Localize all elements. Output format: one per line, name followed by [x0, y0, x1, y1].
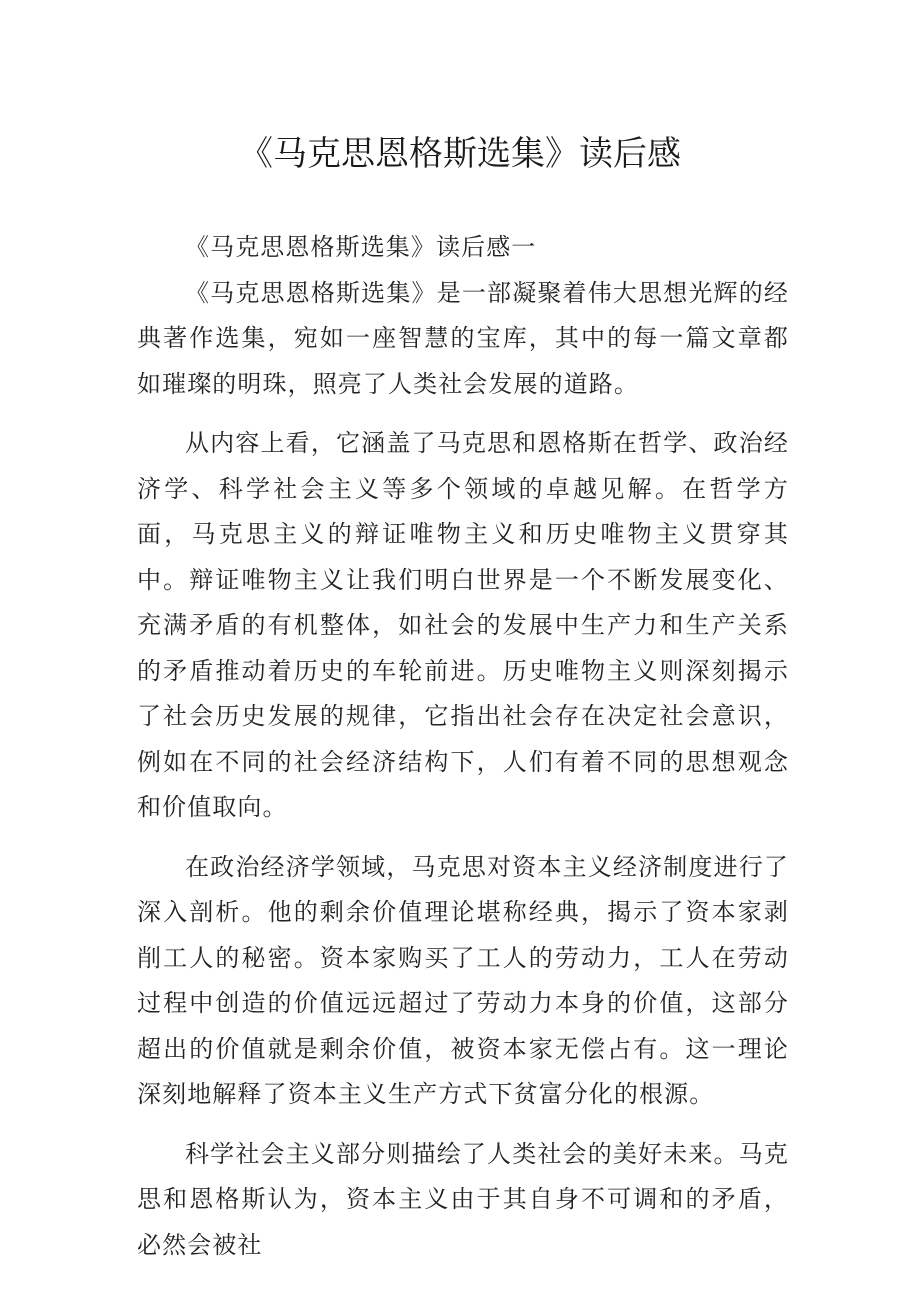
- document-body: [137, 225, 789, 1268]
- body-paragraph: 在政治经济学领域，马克思对资本主义经济制度进行了深入剖析。他的剩余价值理论堪称经典，揭示了资本家剥削工人的秘密。资本家购买了工人的劳动力，工人在劳动过程中创造的价值远远超过了劳动力本身的价值，这部分超出的价值就是剩余价值，被资本家无偿占有。这一理论深刻地解释了资本主义生产方式下贫富分化的根源。: [137, 852, 789, 1108]
- body-paragraph: 从内容上看，它涵盖了马克思和恩格斯在哲学、政治经济学、科学社会主义等多个领域的卓越见解。在哲学方面，马克思主义的辩证唯物主义和历史唯物主义贯穿其中。辩证唯物主义让我们明白世界是一个不断发展变化、充满矛盾的有机整体，如社会的发展中生产力和生产关系的矛盾推动着历史的车轮前进。历史唯物主义则深刻揭示了社会历史发展的规律，它指出社会存在决定社会意识，例如在不同的社会经济结构下，人们有着不同的思想观念和价值取向。: [137, 429, 789, 821]
- section-subtitle: 《马克思恩格斯选集》读后感一: [185, 233, 537, 261]
- body-paragraph: 《马克思恩格斯选集》是一部凝聚着伟大思想光辉的经典著作选集，宛如一座智慧的宝库，其中的每一篇文章都如璀璨的明珠，照亮了人类社会发展的道路。: [137, 278, 789, 398]
- document-title: 《马克思恩格斯选集》读后感: [239, 134, 681, 174]
- body-paragraph: 科学社会主义部分则描绘了人类社会的美好未来。马克思和恩格斯认为，资本主义由于其自身不可调和的矛盾，必然会被社: [137, 1139, 789, 1259]
